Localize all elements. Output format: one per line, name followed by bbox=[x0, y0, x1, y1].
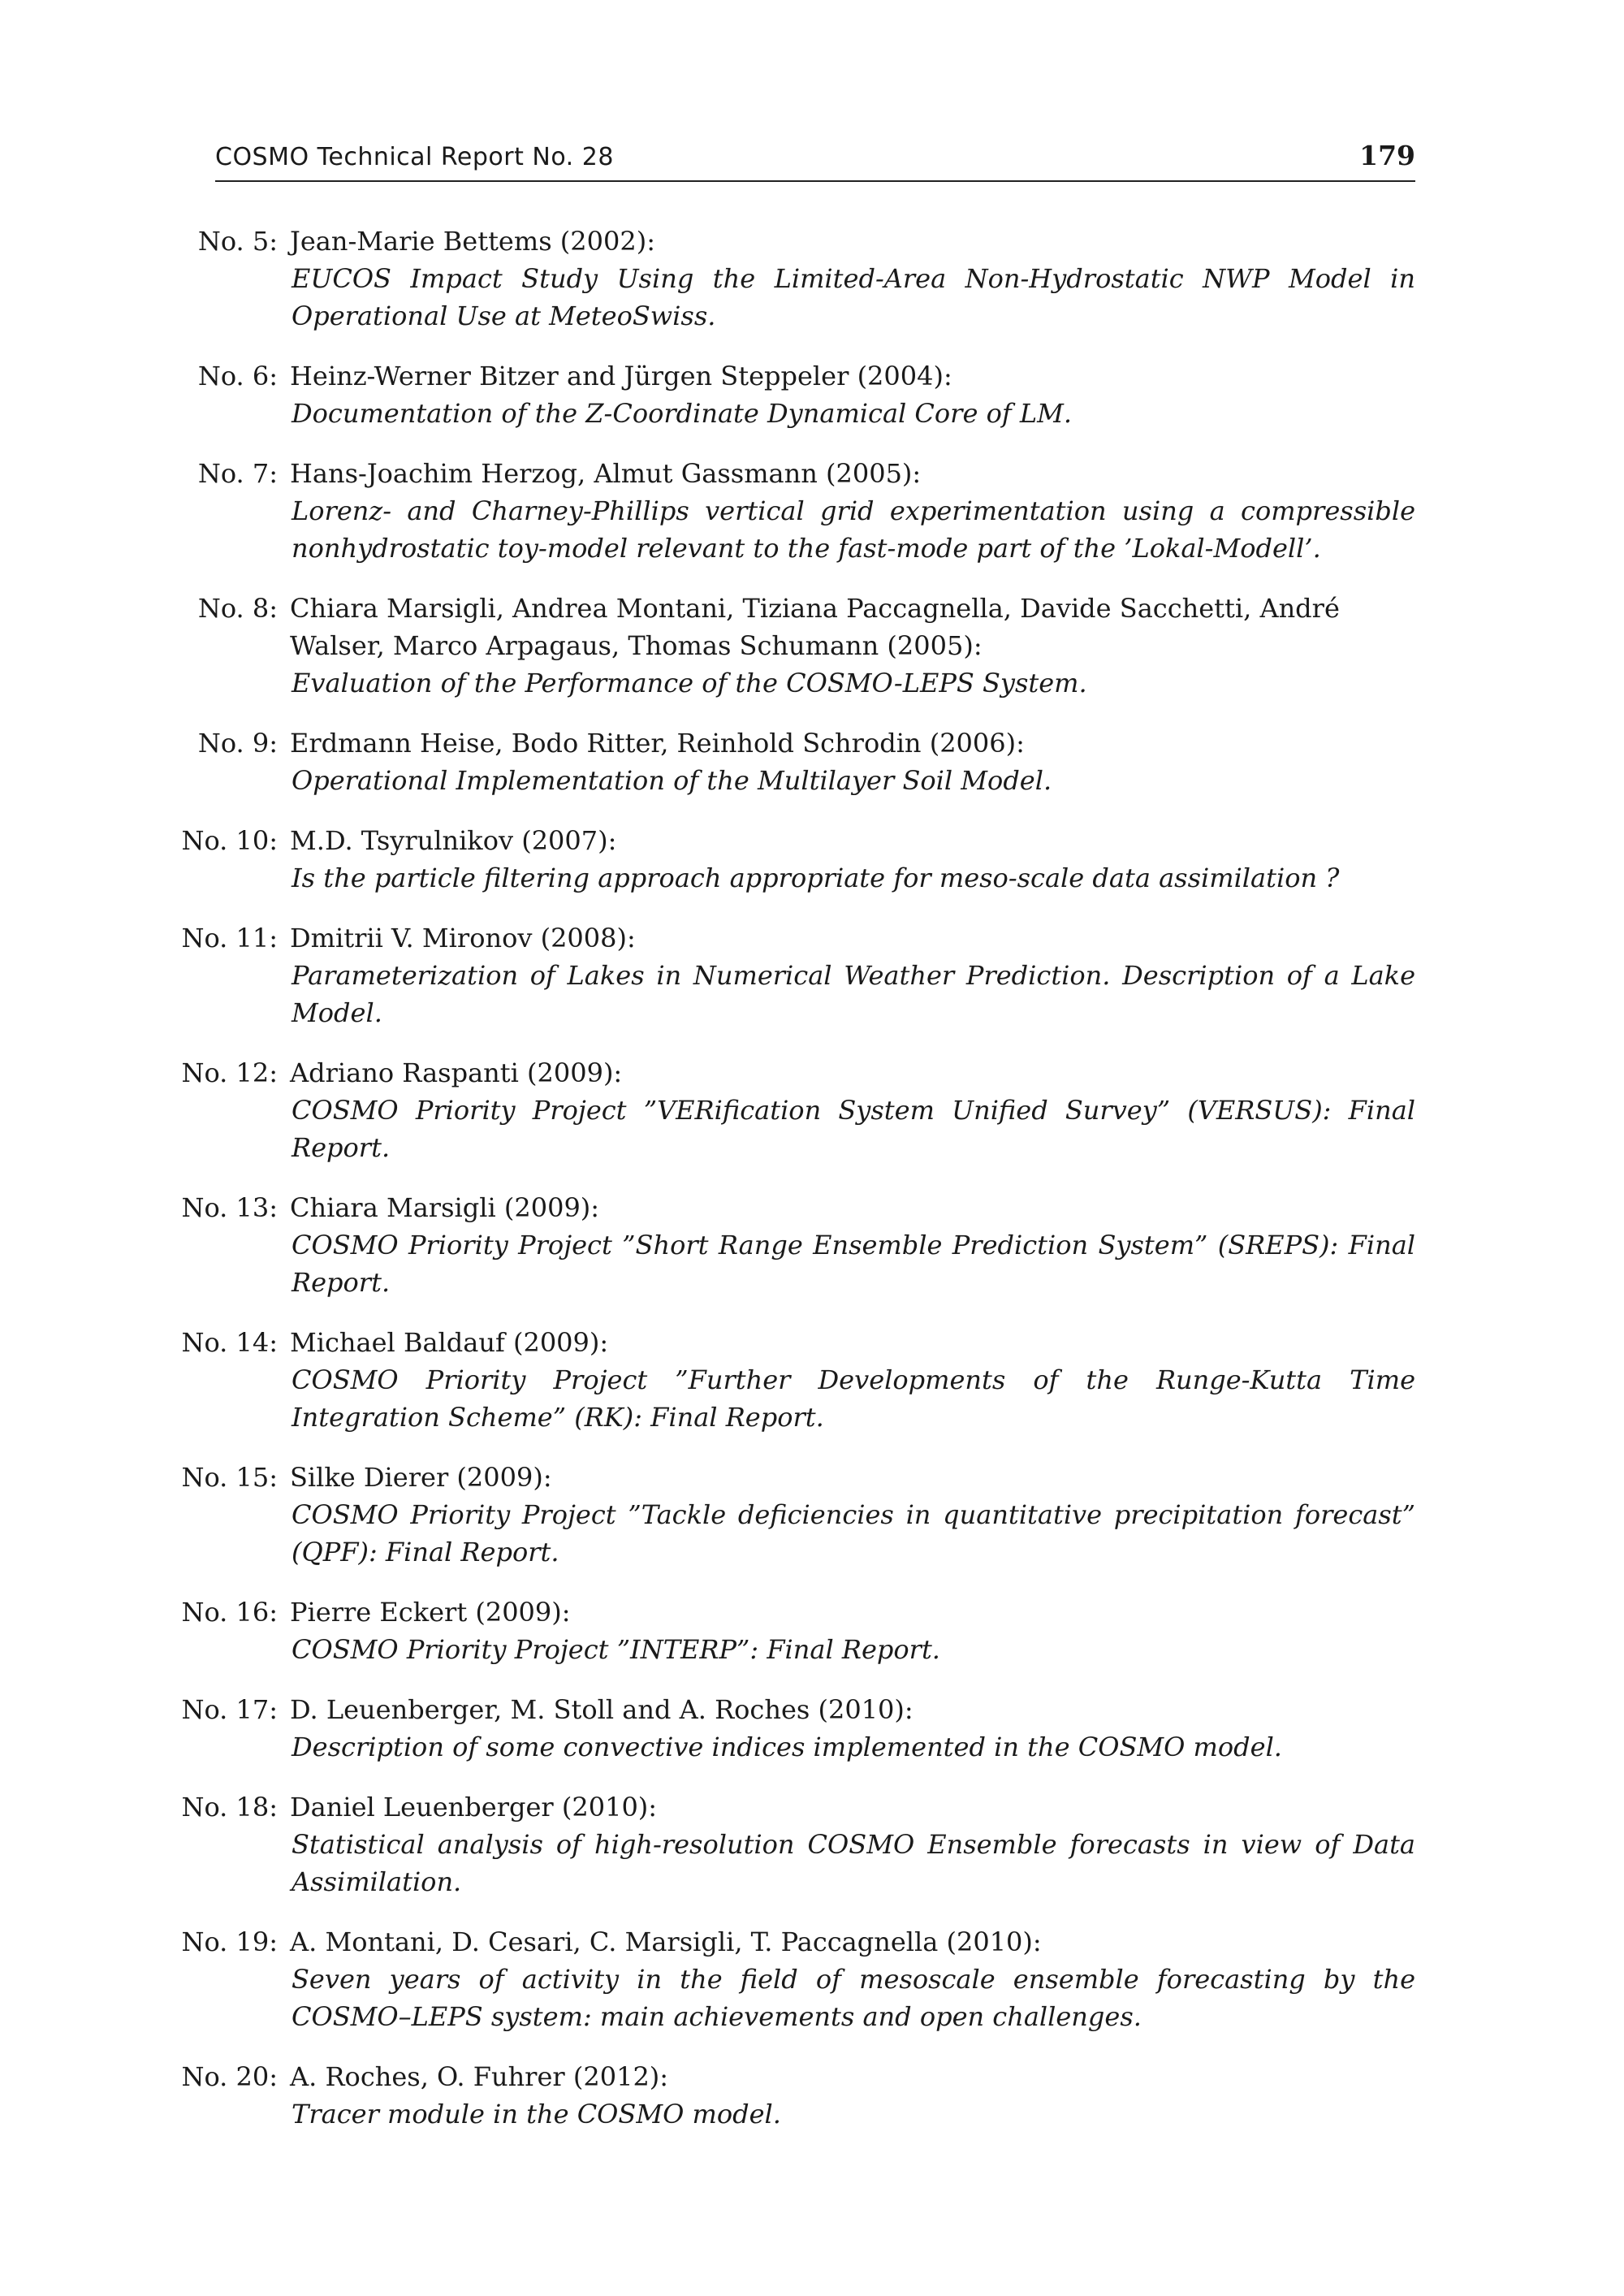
reference-list bbox=[162, 223, 1415, 2155]
reference-authors: M.D. Tsyrulnikov (2007): bbox=[290, 825, 617, 856]
reference-authors: Jean-Marie Bettems (2002): bbox=[290, 226, 655, 257]
reference-item bbox=[162, 1189, 1415, 1301]
reference-number: No. 12: bbox=[181, 1057, 278, 1088]
reference-number: No. 17: bbox=[181, 1694, 278, 1725]
reference-item bbox=[162, 223, 1415, 335]
reference-item bbox=[162, 1459, 1415, 1571]
reference-authors: Hans-Joachim Herzog, Almut Gassmann (2005): bbox=[290, 458, 922, 489]
reference-title: Evaluation of the Performance of the COSMO-LEPS System. bbox=[292, 668, 1087, 698]
reference-number: No. 20: bbox=[181, 2061, 278, 2092]
reference-authors: Pierre Eckert (2009): bbox=[290, 1597, 571, 1628]
reference-item bbox=[162, 919, 1415, 1031]
page-number: 179 bbox=[1359, 140, 1415, 171]
reference-item bbox=[162, 1054, 1415, 1166]
reference-item bbox=[162, 1691, 1415, 1766]
reference-number: No. 8: bbox=[197, 593, 278, 624]
report-title: COSMO Technical Report No. 28 bbox=[215, 143, 614, 171]
reference-item bbox=[162, 1788, 1415, 1900]
reference-authors: Silke Dierer (2009): bbox=[290, 1462, 552, 1493]
reference-title: Parameterization of Lakes in Numerical Weather Prediction. Description of a Lake Model. bbox=[292, 960, 1415, 1028]
reference-authors: Michael Baldauf (2009): bbox=[290, 1327, 609, 1358]
reference-number: No. 19: bbox=[181, 1926, 278, 1957]
reference-title: Description of some convective indices implemented in the COSMO model. bbox=[292, 1732, 1282, 1762]
reference-title: Is the particle filtering approach appropriate for meso-scale data assimilation ? bbox=[292, 863, 1340, 893]
reference-authors: Adriano Raspanti (2009): bbox=[290, 1057, 623, 1088]
reference-title: COSMO Priority Project ”Tackle deficiencies in quantitative precipitation forecast” (QPF): Final Report. bbox=[292, 1499, 1415, 1567]
reference-title: COSMO Priority Project ”Short Range Ensemble Prediction System” (SREPS): Final Report. bbox=[292, 1230, 1415, 1298]
reference-title: COSMO Priority Project ”Further Developments of the Runge-Kutta Time Integration Scheme” (RK): Final Report. bbox=[292, 1364, 1415, 1433]
reference-item bbox=[162, 590, 1415, 702]
reference-title: Documentation of the Z-Coordinate Dynamical Core of LM. bbox=[292, 398, 1073, 429]
reference-authors: Daniel Leuenberger (2010): bbox=[290, 1792, 658, 1823]
reference-number: No. 5: bbox=[197, 226, 278, 257]
reference-title: Lorenz- and Charney-Phillips vertical grid experimentation using a compressible nonhydrostatic toy-model relevant to the fast-mode part of the ’Lokal-Modell’. bbox=[292, 495, 1415, 564]
reference-item bbox=[162, 1923, 1415, 2035]
reference-number: No. 6: bbox=[197, 361, 278, 391]
reference-title: EUCOS Impact Study Using the Limited-Area Non-Hydrostatic NWP Model in Operational Use at MeteoSwiss. bbox=[292, 263, 1415, 331]
reference-number: No. 9: bbox=[197, 728, 278, 759]
reference-item bbox=[162, 1324, 1415, 1436]
reference-title: Tracer module in the COSMO model. bbox=[292, 2099, 781, 2130]
reference-authors: A. Roches, O. Fuhrer (2012): bbox=[290, 2061, 669, 2092]
running-header bbox=[215, 140, 1415, 182]
reference-number: No. 11: bbox=[181, 923, 278, 953]
reference-number: No. 15: bbox=[181, 1462, 278, 1493]
reference-title: Operational Implementation of the Multilayer Soil Model. bbox=[292, 765, 1052, 796]
reference-number: No. 13: bbox=[181, 1192, 278, 1223]
reference-item bbox=[162, 2058, 1415, 2133]
reference-title: Seven years of activity in the field of mesoscale ensemble forecasting by the COSMO–LEPS system: main achievements and open challenges. bbox=[292, 1964, 1415, 2032]
reference-number: No. 14: bbox=[181, 1327, 278, 1358]
reference-item bbox=[162, 1593, 1415, 1668]
reference-number: No. 18: bbox=[181, 1792, 278, 1823]
reference-item bbox=[162, 822, 1415, 897]
reference-authors: A. Montani, D. Cesari, C. Marsigli, T. Paccagnella (2010): bbox=[290, 1926, 1042, 1957]
reference-title: COSMO Priority Project ”INTERP”: Final Report. bbox=[292, 1634, 940, 1665]
reference-authors: Chiara Marsigli (2009): bbox=[290, 1192, 600, 1223]
reference-authors: Chiara Marsigli, Andrea Montani, Tiziana Paccagnella, Davide Sacchetti, André Walser, Marco Arpagaus, Thomas Schumann (2005): bbox=[290, 593, 1340, 661]
reference-item bbox=[162, 724, 1415, 799]
reference-number: No. 16: bbox=[181, 1597, 278, 1628]
reference-item bbox=[162, 357, 1415, 432]
reference-number: No. 10: bbox=[181, 825, 278, 856]
reference-authors: Erdmann Heise, Bodo Ritter, Reinhold Schrodin (2006): bbox=[290, 728, 1025, 759]
reference-number: No. 7: bbox=[197, 458, 278, 489]
reference-authors: Heinz-Werner Bitzer and Jürgen Steppeler (2004): bbox=[290, 361, 952, 391]
reference-item bbox=[162, 455, 1415, 567]
reference-authors: D. Leuenberger, M. Stoll and A. Roches (2010): bbox=[290, 1694, 914, 1725]
reference-authors: Dmitrii V. Mironov (2008): bbox=[290, 923, 636, 953]
reference-title: Statistical analysis of high-resolution COSMO Ensemble forecasts in view of Data Assimilation. bbox=[292, 1829, 1415, 1897]
reference-title: COSMO Priority Project ”VERification System Unified Survey” (VERSUS): Final Report. bbox=[292, 1095, 1415, 1163]
